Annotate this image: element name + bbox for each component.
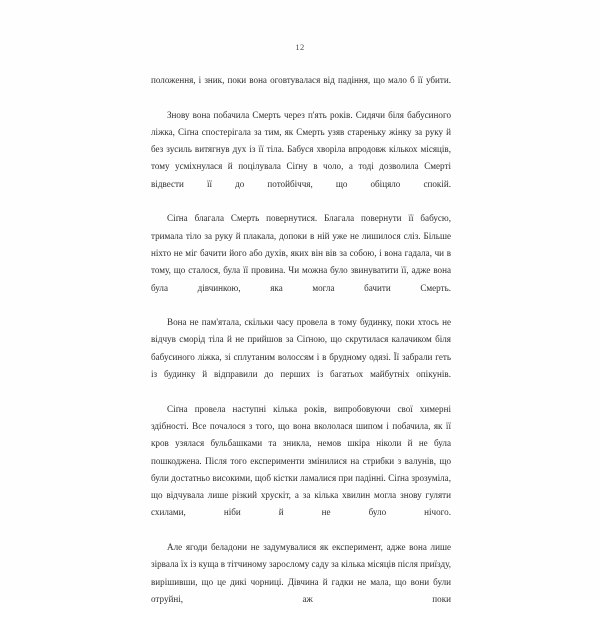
paragraph: Знову вона побачила Смерть через п'ять років. Сидячи біля бабусиного ліжка, Сіґна спостерігала за тим, як Смерть узяв стареньку жінку за руку й без зусиль витягнув дух із її тіла. Бабуся хворіла впродовж кількох місяців, тому усміхнулася й поцілувала Сіґну в чоло, а тоді дозволила Смерті відвести її до потойбіччя, що обіцяло спокій. xyxy=(151,109,451,189)
paragraph: Але ягоди беладони не задумувалися як експеримент, адже вона лише зірвала їх із куща в тітчиному зарослому саду за кілька місяців після приїзду, вирішивши, що це дикі чорниці. Дівчина й гадки не мала, що вони були отруйні, аж поки xyxy=(151,542,451,604)
paragraph: Вона не пам'ятала, скільки часу провела в тому будинку, поки хтось не відчув сморід тіла й не прийшов за Сіґною, що скрутилася калачиком біля бабусиного ліжка, зі сплутаним волоссям і в брудному одязі. Її забрали геть із будинку й відправили до перших із багатьох майбутніх опікунів. xyxy=(151,317,451,380)
paragraph: положення, і зник, поки вона оговтувалася від падіння, що мало б її убити. xyxy=(151,75,451,85)
paragraph: Сіґна провела наступні кілька років, випробовуючи свої химерні здібності. Все почалося з того, що вона вкололася шипом і побачила, як її кров узялася бульбашками та зникла, немов шкіра ніколи й не була пошкоджена. Після того експерименти змінилися на стрибки з валунів, що були достатньо високими, щоб кістки ламалися при падінні. Сіґна зрозуміла, що відчувала лише різкий хрускіт, а за кілька хвилин могла знову гуляти схилами, ніби й не було нічого. xyxy=(151,403,451,518)
paragraph: Сіґна благала Смерть повернутися. Благала повернути її бабусю, тримала тіло за руку й плакала, допоки в ній уже не лишилося сліз. Більше ніхто не міг бачити його або духів, яких він вів за собою, і вона гадала, чи в тому, що сталося, була її провина. Чи можна було звинуватити її, адже вона була дівчинкою, яка могла бачити Смерть. xyxy=(151,213,451,293)
body-text-block xyxy=(151,72,451,626)
page-number: 12 xyxy=(295,42,305,52)
